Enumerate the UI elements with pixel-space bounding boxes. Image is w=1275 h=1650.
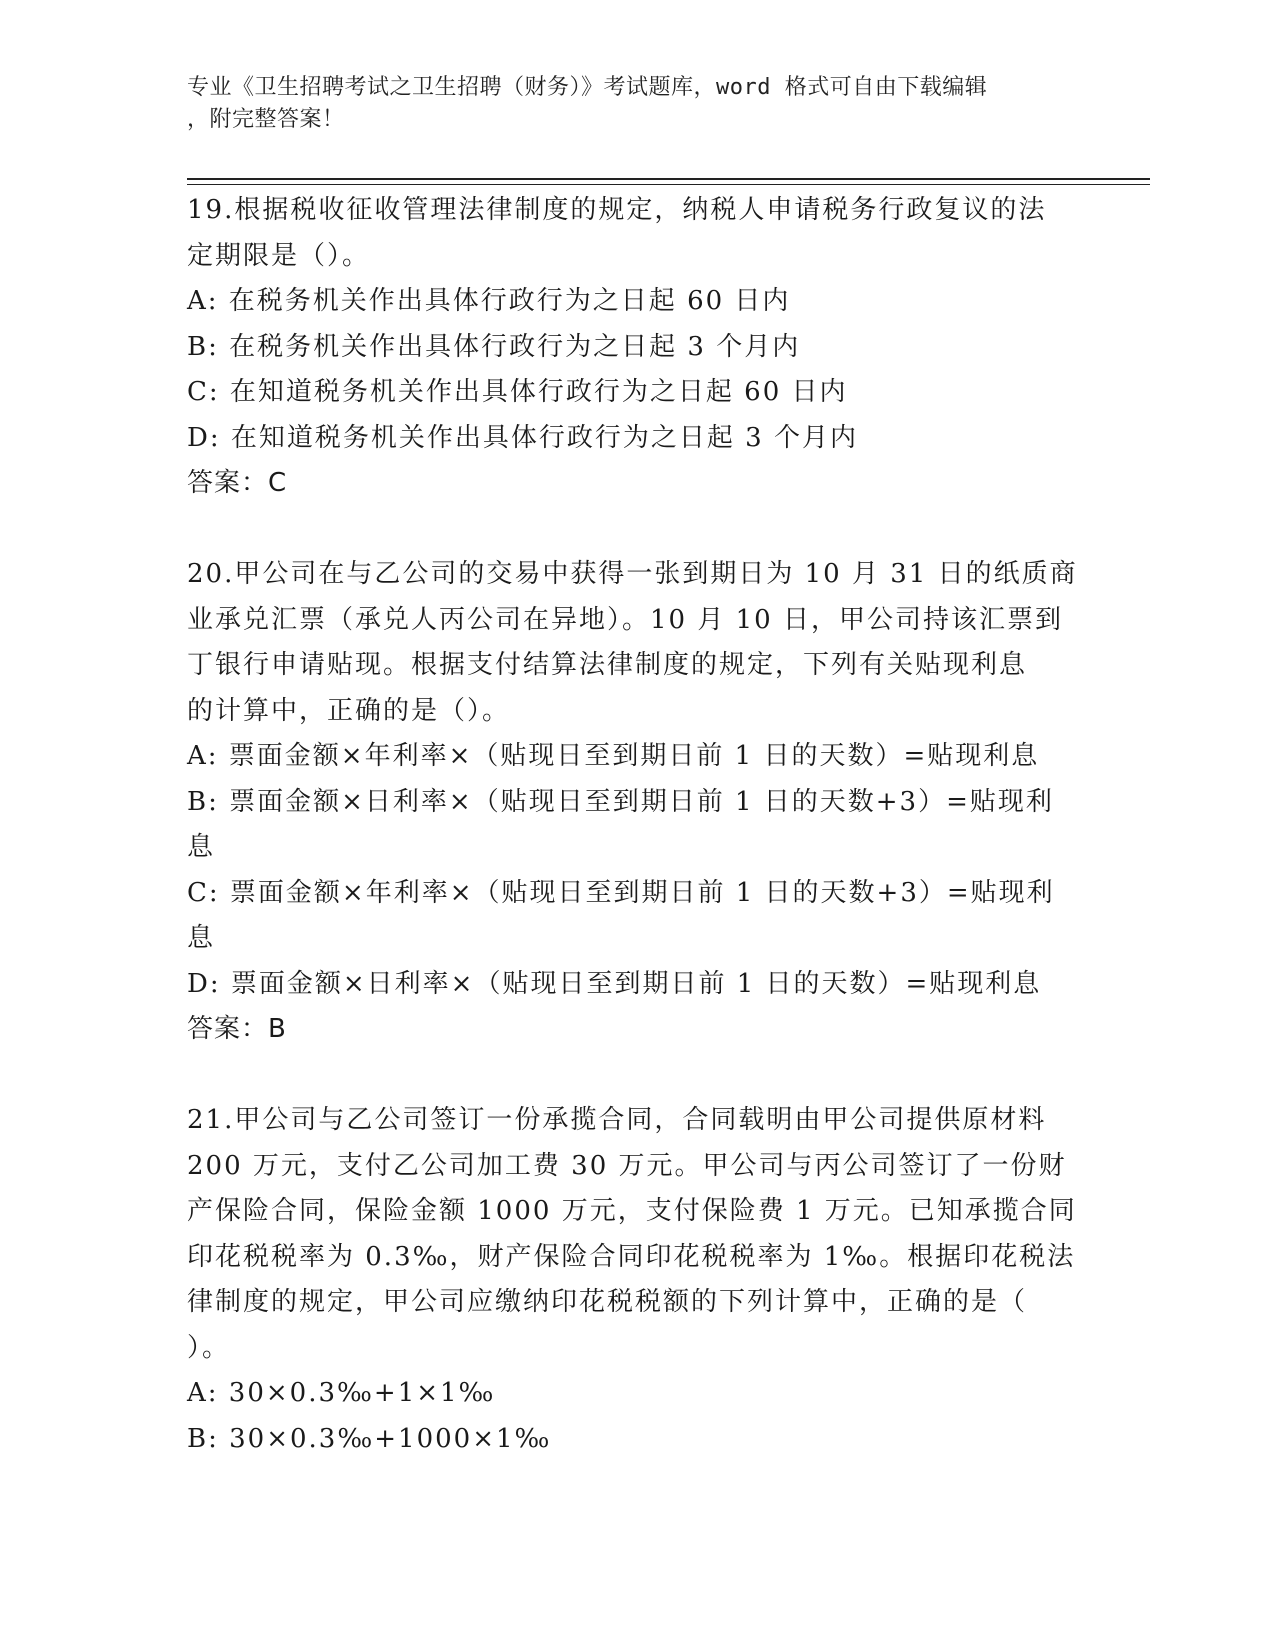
question-spacer (187, 1053, 1087, 1099)
question-stem: 丁银行申请贴现。根据支付结算法律制度的规定，下列有关贴现利息 (187, 650, 1028, 680)
question-stem: 19.根据税收征收管理法律制度的规定，纳税人申请税务行政复议的法 (187, 195, 1047, 225)
question-stem: 产保险合同，保险金额 1000 万元，支付保险费 1 万元。已知承揽合同 (187, 1196, 1077, 1226)
option-b: B: 票面金额×日利率×（贴现日至到期日前 1 日的天数+3）=贴现利 (187, 786, 1054, 817)
question-stem: 的计算中，正确的是（）。 (187, 695, 511, 726)
option-a: A: 30×0.3‰+1×1‰ (187, 1378, 496, 1408)
question-stem: ）。 (187, 1332, 231, 1363)
question-stem: 20.甲公司在与乙公司的交易中获得一张到期日为 10 月 31 日的纸质商 (187, 559, 1078, 589)
answer-line: 答案：B (187, 1014, 287, 1044)
option-d: D: 在知道税务机关作出具体行政行为之日起 3 个月内 (187, 422, 858, 453)
question-stem: 定期限是（）。 (187, 240, 371, 271)
question-spacer (187, 507, 1087, 553)
option-a: A: 票面金额×年利率×（贴现日至到期日前 1 日的天数）=贴现利息 (187, 741, 1040, 771)
option-d: D: 票面金额×日利率×（贴现日至到期日前 1 日的天数）=贴现利息 (187, 968, 1042, 999)
page-header (187, 72, 1067, 136)
question-stem: 律制度的规定，甲公司应缴纳印花税税额的下列计算中，正确的是（ (187, 1287, 1028, 1317)
header-divider-thin (187, 184, 1150, 185)
option-b: B: 30×0.3‰+1000×1‰ (187, 1423, 552, 1454)
question-stem: 200 万元，支付乙公司加工费 30 万元。甲公司与丙公司签订了一份财 (187, 1150, 1067, 1181)
header-line: 专业《卫生招聘考试之卫生招聘（财务）》考试题库，word 格式可自由下载编辑 (187, 75, 988, 100)
question-stem: 21.甲公司与乙公司签订一份承揽合同，合同载明由甲公司提供原材料 (187, 1105, 1047, 1135)
question-stem: 印花税税率为 0.3‰，财产保险合同印花税税率为 1‰。根据印花税法 (187, 1241, 1076, 1272)
question-list (187, 188, 1087, 1462)
question-21 (187, 1098, 1087, 1462)
header-divider-thick (187, 178, 1150, 180)
option-c: C: 票面金额×年利率×（贴现日至到期日前 1 日的天数+3）=贴现利 (187, 877, 1055, 908)
header-line: ，附完整答案！ (187, 107, 345, 132)
question-stem: 业承兑汇票（承兑人丙公司在异地）。10 月 10 日，甲公司持该汇票到 (187, 604, 1063, 635)
option-c-continued: 息 (187, 923, 216, 953)
option-b: B: 在税务机关作出具体行政行为之日起 3 个月内 (187, 331, 801, 362)
question-20 (187, 552, 1087, 1053)
answer-line: 答案：C (187, 468, 288, 498)
option-b-continued: 息 (187, 832, 216, 862)
option-a: A: 在税务机关作出具体行政行为之日起 60 日内 (187, 286, 791, 316)
question-19 (187, 188, 1087, 507)
option-c: C: 在知道税务机关作出具体行政行为之日起 60 日内 (187, 377, 848, 407)
